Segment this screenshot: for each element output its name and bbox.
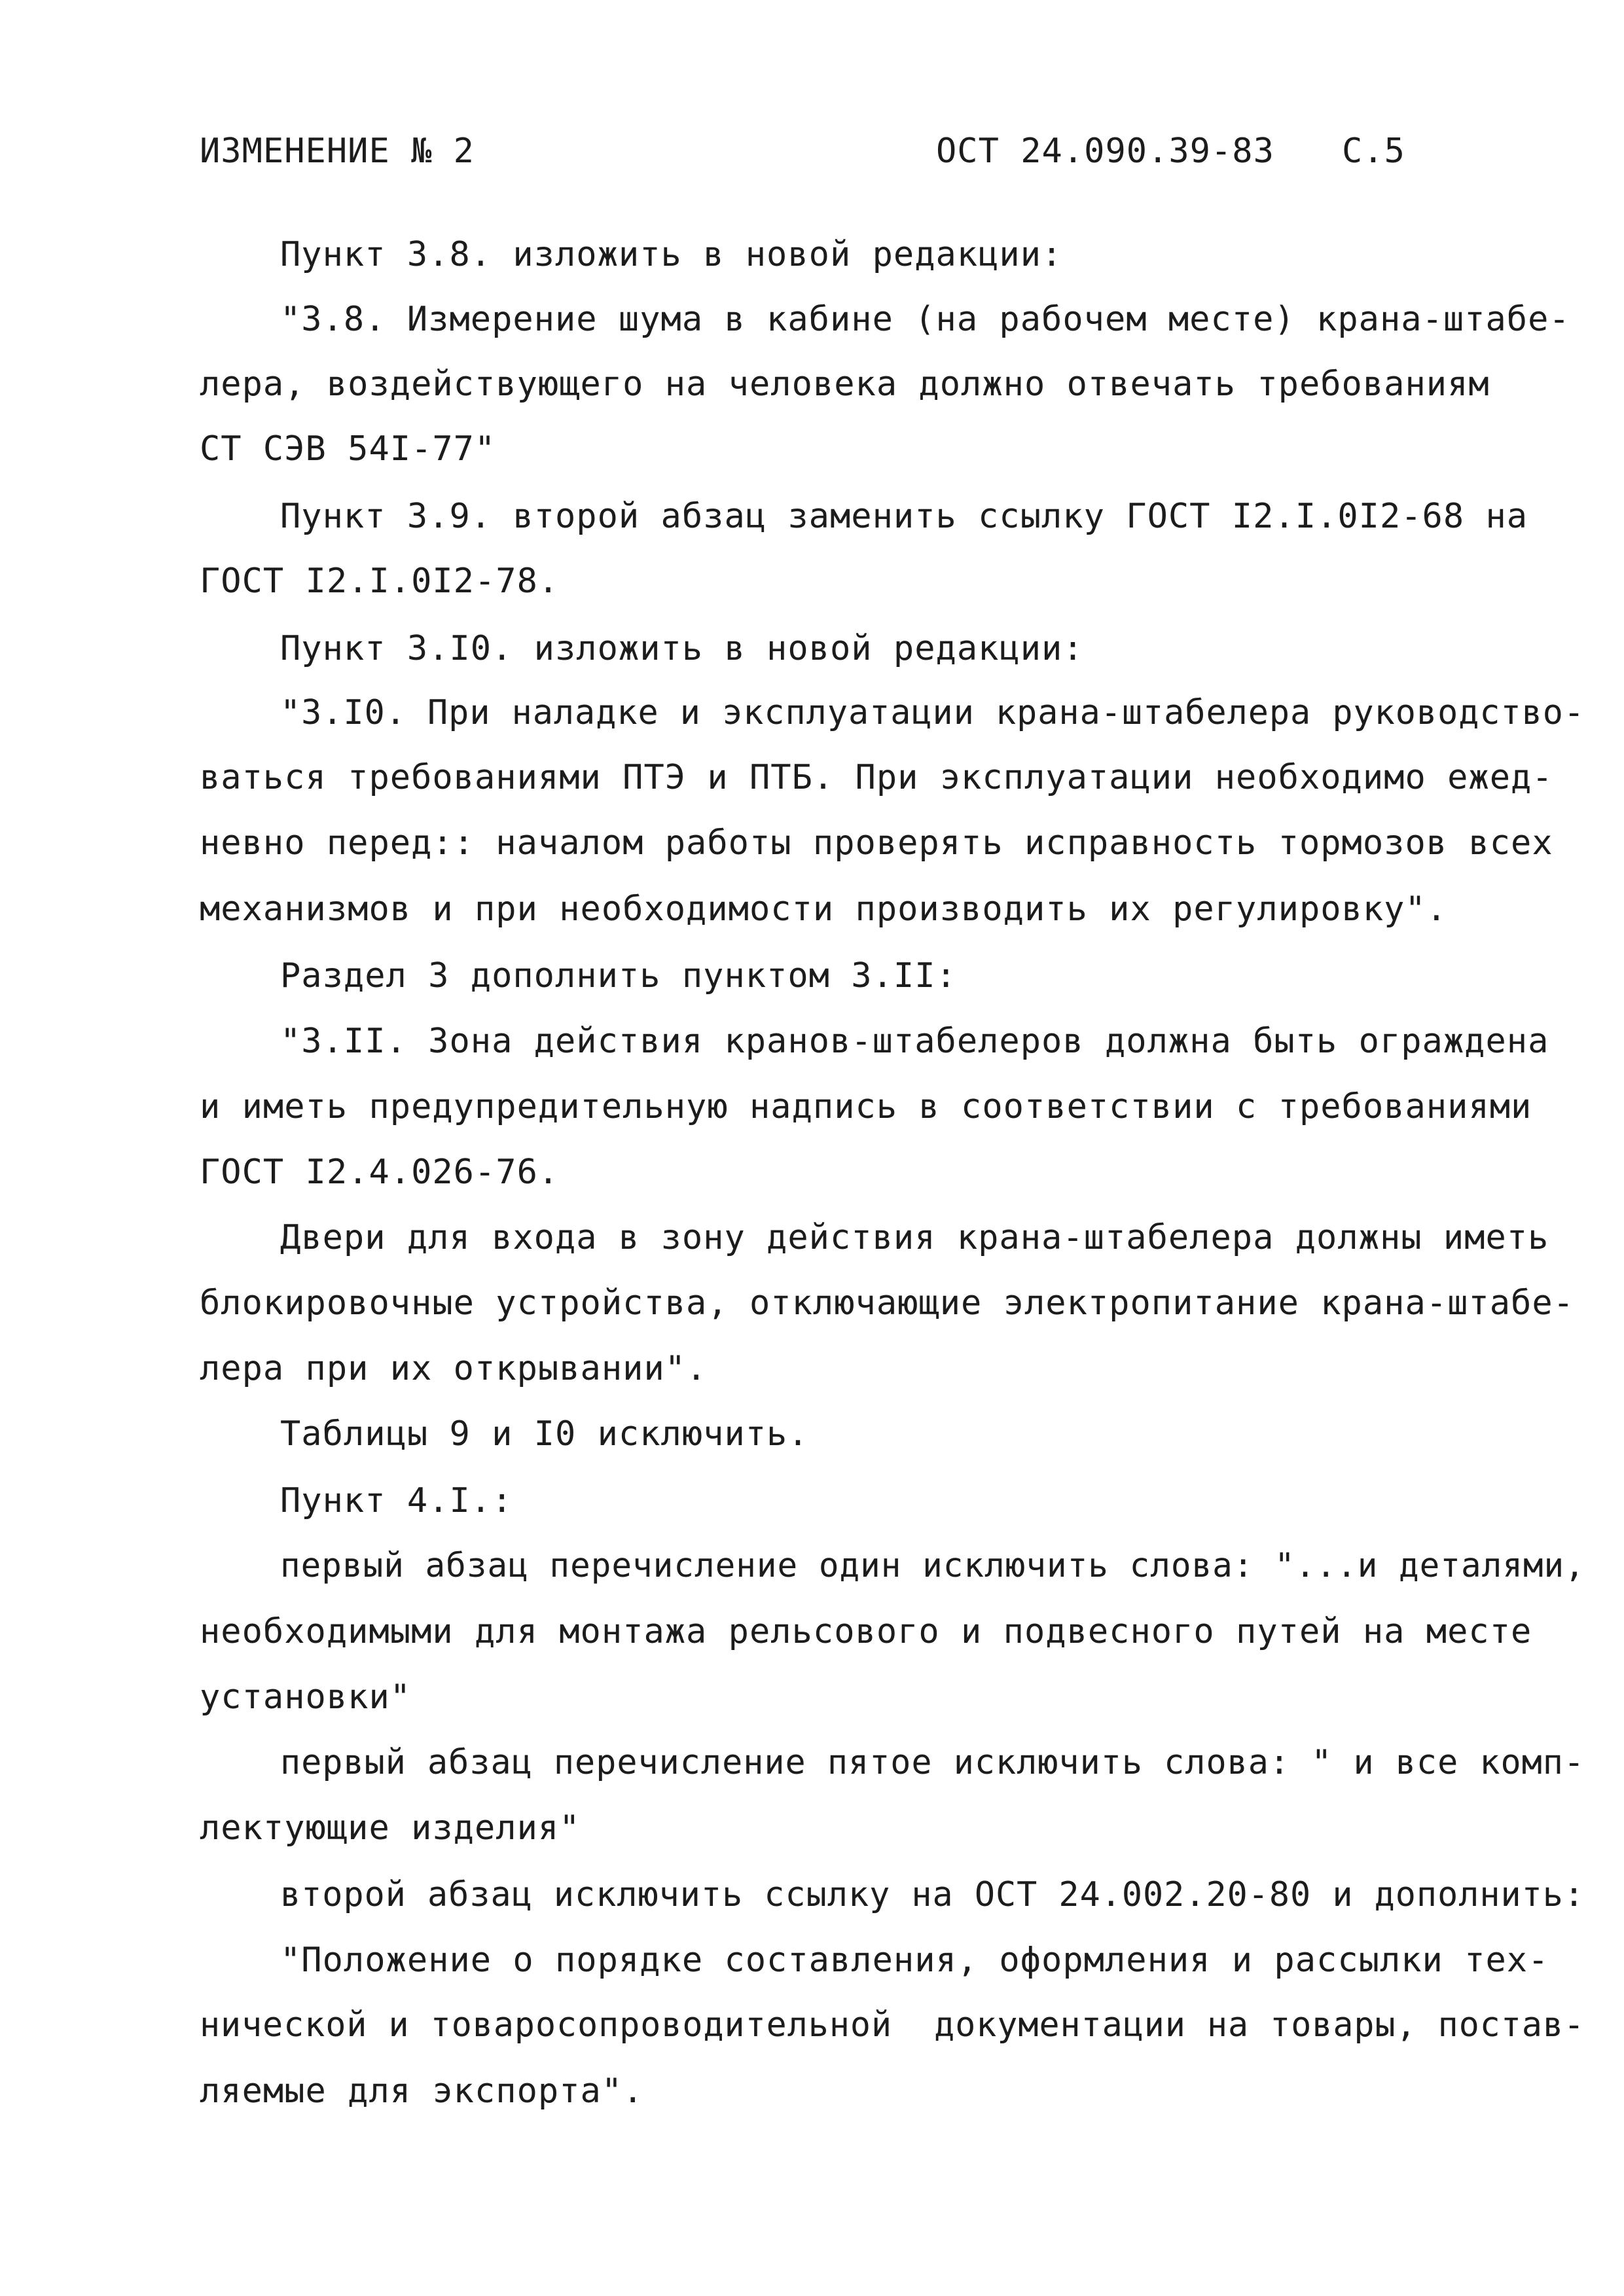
text-line: Пункт 3.9. второй абзац заменить ссылку ГОСТ I2.I.0I2-68 на [280,497,1528,536]
text-line: установки" [200,1677,412,1717]
text-line: Пункт 3.I0. изложить в новой редакции: [280,629,1084,668]
text-line: "Положение о порядке составления, оформления и рассылки тех- [280,1941,1549,1980]
text-line: первый абзац перечисление пятое исключить слова: " и все комп- [280,1743,1585,1782]
text-line: Раздел 3 дополнить пунктом 3.II: [280,956,957,996]
text-line: "3.I0. При наладке и эксплуатации крана-штабелера руководство- [280,693,1585,732]
text-line: механизмов и при необходимости производить их регулировку". [200,889,1448,929]
text-line: первый абзац перечисление один исключить слова: "...и деталями, [280,1547,1585,1585]
change-number: ИЗМЕНЕНИЕ № 2 [200,132,475,171]
text-line: и иметь предупредительную надпись в соответствии с требованиями [200,1087,1532,1126]
text-line: Двери для входа в зону действия крана-штабелера должны иметь [280,1218,1549,1257]
text-line: необходимыми для монтажа рельсового и подвесного путей на месте [200,1612,1532,1651]
text-line: СТ СЭВ 54I-77" [200,429,496,469]
text-line: ляемые для экспорта". [200,2072,644,2111]
text-line: нической и товаросопроводительной документации на товары, постав- [200,2005,1585,2045]
text-line: ГОСТ I2.4.026-76. [200,1153,560,1192]
text-line: "3.II. Зона действия кранов-штабелеров должна быть ограждена [280,1022,1549,1061]
text-line: Пункт 4.I.: [280,1481,513,1520]
text-line: Пункт 3.8. изложить в новой редакции: [280,235,1063,274]
text-line: ваться требованиями ПТЭ и ПТБ. При эксплуатации необходимо ежед- [200,758,1553,797]
text-line: ГОСТ I2.I.0I2-78. [200,562,560,601]
text-line: Таблицы 9 и I0 исключить. [280,1414,809,1454]
standard-number: ОСТ 24.090.39-83 [936,132,1274,171]
text-line: невно перед:: началом работы проверять исправность тормозов всех [200,823,1553,863]
text-line: "3.8. Измерение шума в кабине (на рабочем месте) крана-штабе- [280,300,1570,339]
text-line: лера, воздействующего на человека должно отвечать требованиям [200,365,1490,404]
text-line: лера при их открывании". [200,1349,708,1388]
text-line: блокировочные устройства, отключающие электропитание крана-штабе- [200,1283,1574,1323]
text-line: лектующие изделия" [200,1808,581,1848]
text-line: второй абзац исключить ссылку на ОСТ 24.002.20-80 и дополнить: [280,1875,1585,1914]
page-number: С.5 [1342,132,1405,171]
